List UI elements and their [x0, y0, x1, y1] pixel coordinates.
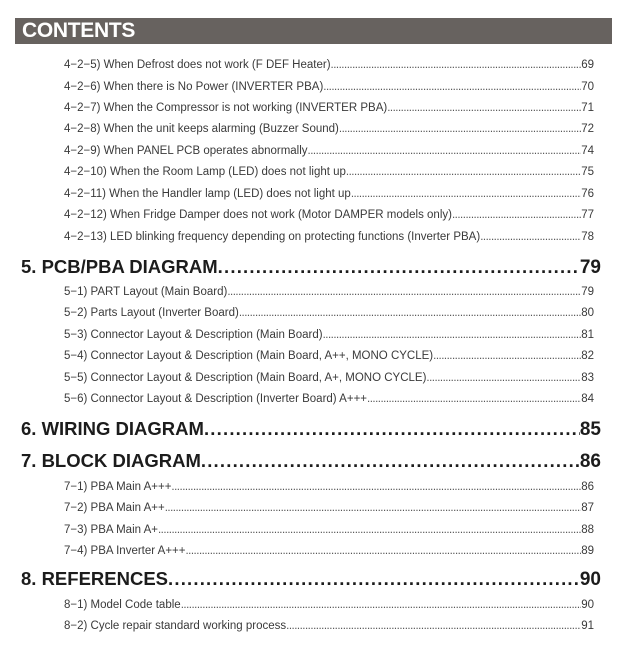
toc-section-label: 5. PCB/PBA DIAGRAM: [21, 256, 218, 277]
toc-entry[interactable]: [64, 597, 594, 613]
toc-entry-page: 80: [581, 307, 594, 319]
toc-entry-label: 4−2−13) LED blinking frequency depending on protecting functions (Inverter PBA): [64, 231, 481, 243]
toc-entry-page: 79: [581, 286, 594, 298]
toc-entry-label: 7−3) PBA Main A+: [64, 524, 158, 536]
contents-header-banner: [15, 18, 612, 44]
toc-entry-page: 82: [581, 350, 594, 362]
toc-entry[interactable]: [64, 391, 594, 407]
toc-entry-page: 84: [581, 393, 594, 405]
toc-entry-page: 91: [581, 620, 594, 632]
toc-entry-page: 76: [581, 188, 594, 200]
toc-entry-label: 8−2) Cycle repair standard working process: [64, 620, 287, 632]
toc-entry-page: 86: [581, 481, 594, 493]
toc-section-page: 85: [579, 419, 601, 440]
toc-entry-page: 90: [581, 599, 594, 611]
toc-entry[interactable]: [64, 57, 594, 73]
toc-entry-label: 7−4) PBA Inverter A+++: [64, 545, 186, 557]
toc-entry-label: 5−5) Connector Layout & Description (Main Board, A+, MONO CYCLE): [64, 372, 427, 384]
toc-entry[interactable]: [64, 327, 594, 343]
dot-leader: [239, 305, 581, 321]
toc-entry-page: 69: [581, 59, 594, 71]
toc-entry-label: 5−2) Parts Layout (Inverter Board): [64, 307, 239, 319]
toc-entry-label: 5−1) PART Layout (Main Board): [64, 286, 228, 298]
contents-title: CONTENTS: [22, 19, 136, 42]
toc-entry-label: 7−1) PBA Main A+++: [64, 481, 172, 493]
dot-leader: [165, 500, 582, 516]
dot-leader: [204, 417, 580, 441]
toc-section-block-diagram[interactable]: [21, 449, 601, 473]
toc-entry-page: 77: [581, 209, 594, 221]
dot-leader: [323, 79, 581, 95]
toc-entry-label: 4−2−8) When the unit keeps alarming (Buzzer Sound): [64, 123, 339, 135]
toc-entry-label: 5−4) Connector Layout & Description (Main Board, A++, MONO CYCLE): [64, 350, 434, 362]
toc-entry-label: 4−2−11) When the Handler lamp (LED) does not light up: [64, 188, 351, 200]
dot-leader: [426, 370, 581, 386]
toc-section-label: 6. WIRING DIAGRAM: [21, 418, 204, 439]
toc-entry-label: 4−2−10) When the Room Lamp (LED) does not light up: [64, 166, 346, 178]
toc-section-label: 7. BLOCK DIAGRAM: [21, 450, 201, 471]
toc-entry-label: 4−2−12) When Fridge Damper does not work (Motor DAMPER models only): [64, 209, 452, 221]
toc-section-page: 79: [579, 257, 601, 278]
toc-entry-page: 72: [581, 123, 594, 135]
dot-leader: [286, 618, 581, 634]
dot-leader: [351, 186, 581, 202]
dot-leader: [387, 100, 581, 116]
dot-leader: [171, 479, 581, 495]
toc-entry[interactable]: [64, 500, 594, 516]
toc-section-page: 86: [579, 451, 601, 472]
dot-leader: [323, 327, 582, 343]
dot-leader: [367, 391, 581, 407]
toc-entry[interactable]: [64, 207, 594, 223]
toc-entry[interactable]: [64, 143, 594, 159]
toc-entry[interactable]: [64, 164, 594, 180]
toc-entry[interactable]: [64, 100, 594, 116]
toc-entry[interactable]: [64, 121, 594, 137]
dot-leader: [227, 284, 581, 300]
toc-section-label: 8. REFERENCES: [21, 568, 169, 589]
toc-entry[interactable]: [64, 284, 594, 300]
toc-entry-label: 4−2−5) When Defrost does not work (F DEF Heater): [64, 59, 331, 71]
toc-section-references[interactable]: [21, 567, 601, 591]
toc-entry-page: 78: [581, 231, 594, 243]
toc-section-wiring-diagram[interactable]: [21, 417, 601, 441]
toc-entry-page: 71: [581, 102, 594, 114]
dot-leader: [480, 229, 581, 245]
toc-entry-page: 88: [581, 524, 594, 536]
dot-leader: [181, 597, 582, 613]
toc-entry[interactable]: [64, 305, 594, 321]
toc-entry[interactable]: [64, 522, 594, 538]
toc-entry-label: 5−3) Connector Layout & Description (Main Board): [64, 329, 323, 341]
toc-entry[interactable]: [64, 186, 594, 202]
dot-leader: [201, 449, 580, 473]
toc-entry-page: 74: [581, 145, 594, 157]
toc-entry[interactable]: [64, 618, 594, 634]
toc-entry-label: 8−1) Model Code table: [64, 599, 181, 611]
toc-entry-label: 4−2−9) When PANEL PCB operates abnormally: [64, 145, 308, 157]
dot-leader: [185, 543, 581, 559]
dot-leader: [308, 143, 582, 159]
dot-leader: [346, 164, 581, 180]
dot-leader: [433, 348, 581, 364]
toc-entry-label: 4−2−7) When the Compressor is not working (INVERTER PBA): [64, 102, 388, 114]
toc-entry[interactable]: [64, 479, 594, 495]
toc-entry-page: 83: [581, 372, 594, 384]
toc-entry-page: 75: [581, 166, 594, 178]
toc-entry-page: 81: [581, 329, 594, 341]
dot-leader: [218, 255, 580, 279]
toc-entry-label: 5−6) Connector Layout & Description (Inverter Board) A+++: [64, 393, 367, 405]
toc-entry[interactable]: [64, 370, 594, 386]
toc-entry[interactable]: [64, 348, 594, 364]
toc-section-page: 90: [579, 569, 601, 590]
toc-entry[interactable]: [64, 229, 594, 245]
toc-entry[interactable]: [64, 79, 594, 95]
toc-entry[interactable]: [64, 543, 594, 559]
dot-leader: [331, 57, 582, 73]
toc-entry-page: 89: [581, 545, 594, 557]
dot-leader: [452, 207, 581, 223]
toc-entry-page: 87: [581, 502, 594, 514]
dot-leader: [168, 567, 580, 591]
toc-entry-label: 4−2−6) When there is No Power (INVERTER PBA): [64, 81, 324, 93]
toc-entry-label: 7−2) PBA Main A++: [64, 502, 165, 514]
toc-entry-page: 70: [581, 81, 594, 93]
toc-section-pcb-pba-diagram[interactable]: [21, 255, 601, 279]
dot-leader: [158, 522, 581, 538]
dot-leader: [339, 121, 581, 137]
